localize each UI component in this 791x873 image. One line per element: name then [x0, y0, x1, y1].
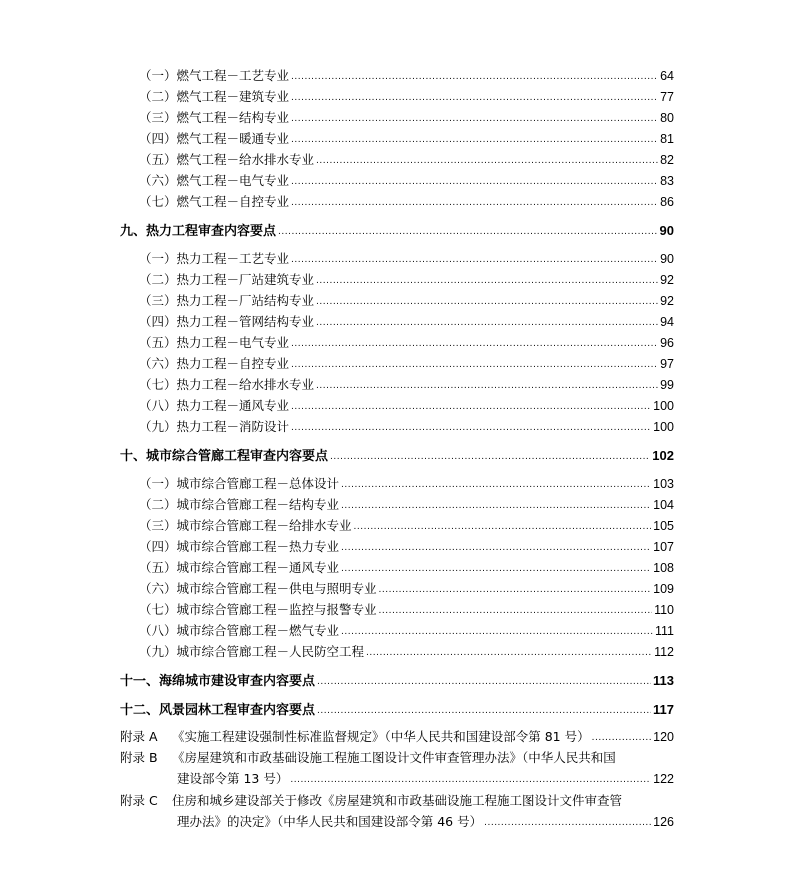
toc-appendix-a[interactable]	[120, 727, 674, 747]
toc-entry-label: （八）热力工程－通风专业	[139, 398, 290, 413]
dot-leader	[379, 581, 652, 594]
toc-page-number: 77	[660, 90, 674, 104]
toc-page-number: 113	[653, 673, 674, 688]
toc-page-number: 122	[653, 772, 674, 786]
toc-entry[interactable]	[139, 375, 674, 395]
toc-entry-label: （五）热力工程－电气专业	[139, 335, 290, 350]
toc-section-heading[interactable]	[120, 699, 674, 721]
toc-entry-label: （一）城市综合管廊工程－总体设计	[139, 476, 340, 491]
dot-leader	[317, 701, 651, 714]
toc-entry[interactable]	[139, 108, 674, 128]
dot-leader	[341, 497, 651, 510]
toc-entry[interactable]	[139, 579, 674, 599]
dot-leader	[291, 89, 658, 102]
dot-leader	[291, 173, 658, 186]
toc-entry[interactable]	[139, 291, 674, 311]
toc-section-heading[interactable]	[120, 445, 674, 467]
toc-entry[interactable]	[139, 249, 674, 269]
dot-leader	[341, 560, 651, 573]
toc-entry-label: （六）热力工程－自控专业	[139, 356, 290, 371]
appendix-tag: 附录 C	[120, 793, 158, 808]
toc-entry-label: （三）燃气工程－结构专业	[139, 110, 290, 125]
toc-section-label: 十、城市综合管廊工程审查内容要点	[120, 449, 329, 464]
toc-entry[interactable]	[139, 87, 674, 107]
toc-entry[interactable]	[139, 516, 674, 536]
appendix-tag: 附录 A	[120, 729, 158, 744]
toc-page-number: 86	[660, 195, 674, 209]
dot-leader	[316, 272, 658, 285]
toc-entry[interactable]	[139, 66, 674, 86]
toc-section-heading[interactable]	[120, 220, 674, 242]
dot-leader	[291, 251, 658, 264]
toc-page-number: 111	[654, 624, 674, 638]
toc-entry-label: （四）城市综合管廊工程－热力专业	[139, 539, 340, 554]
dot-leader	[316, 293, 658, 306]
toc-page-number: 92	[660, 294, 674, 308]
toc-entry-label: （三）热力工程－厂站结构专业	[139, 293, 315, 308]
toc-entry[interactable]	[139, 558, 674, 578]
toc-entry[interactable]	[139, 270, 674, 290]
dot-leader	[290, 771, 651, 784]
appendix-label-continued: 建设部令第 13 号）	[177, 771, 289, 786]
dot-leader	[354, 518, 652, 531]
toc-entry-label: （三）城市综合管廊工程－给排水专业	[139, 518, 352, 533]
toc-appendix-c-continued[interactable]	[177, 812, 674, 832]
appendix-label-continued: 理办法》的决定》（中华人民共和国建设部令第 46 号）	[177, 814, 483, 829]
dot-leader	[291, 398, 651, 411]
toc-page-number: 102	[652, 448, 674, 463]
toc-page-number: 90	[659, 223, 674, 238]
toc-page-number: 110	[654, 603, 674, 617]
toc-page-number: 97	[660, 357, 674, 371]
toc-entry-label: （一）燃气工程－工艺专业	[139, 68, 290, 83]
toc-entry-label: （七）热力工程－给水排水专业	[139, 377, 315, 392]
appendix-label: 住房和城乡建设部关于修改《房屋建筑和市政基础设施工程施工图设计文件审查管	[172, 793, 623, 808]
toc-entry[interactable]	[139, 642, 674, 662]
toc-entry[interactable]	[139, 171, 674, 191]
toc-entry-label: （九）城市综合管廊工程－人民防空工程	[139, 644, 365, 659]
toc-page-number: 94	[660, 315, 674, 329]
dot-leader	[316, 152, 658, 165]
appendix-label: 《实施工程建设强制性标准监督规定》（中华人民共和国建设部令第 81 号）	[172, 729, 590, 744]
toc-page-number: 117	[653, 702, 674, 717]
toc-page-number: 83	[660, 174, 674, 188]
toc-entry-label: （五）城市综合管廊工程－通风专业	[139, 560, 340, 575]
toc-section-heading[interactable]	[120, 670, 674, 692]
toc-entry-label: （二）热力工程－厂站建筑专业	[139, 272, 315, 287]
toc-entry[interactable]	[139, 495, 674, 515]
toc-page-number: 99	[660, 378, 674, 392]
toc-entry[interactable]	[139, 621, 674, 641]
toc-entry-label: （九）热力工程－消防设计	[139, 419, 290, 434]
toc-entry[interactable]	[139, 417, 674, 437]
toc-page-number: 104	[653, 498, 674, 512]
toc-section-label: 十二、风景园林工程审查内容要点	[120, 703, 316, 718]
toc-entry[interactable]	[139, 192, 674, 212]
toc-appendix-c[interactable]	[120, 791, 674, 811]
dot-leader	[291, 356, 658, 369]
toc-entry[interactable]	[139, 600, 674, 620]
toc-entry-label: （六）燃气工程－电气专业	[139, 173, 290, 188]
toc-appendix-b-continued[interactable]	[177, 769, 674, 789]
toc-entry[interactable]	[139, 129, 674, 149]
toc-page-number: 64	[660, 69, 674, 83]
toc-page-number: 80	[660, 111, 674, 125]
dot-leader	[484, 814, 651, 827]
toc-page-number: 103	[653, 477, 674, 491]
dot-leader	[341, 623, 653, 636]
toc-section-label: 九、热力工程审查内容要点	[120, 224, 277, 239]
dot-leader	[278, 222, 658, 235]
dot-leader	[291, 68, 658, 81]
toc-entry-label: （二）燃气工程－建筑专业	[139, 89, 290, 104]
dot-leader	[316, 314, 658, 327]
toc-entry[interactable]	[139, 150, 674, 170]
appendix-tag: 附录 B	[120, 750, 158, 765]
toc-page-number: 96	[660, 336, 674, 350]
toc-entry[interactable]	[139, 333, 674, 353]
toc-page-number: 109	[653, 582, 674, 596]
toc-entry-label: （四）热力工程－管网结构专业	[139, 314, 315, 329]
toc-page-number: 82	[660, 153, 674, 167]
toc-entry-label: （五）燃气工程－给水排水专业	[139, 152, 315, 167]
toc-page-number: 120	[653, 730, 674, 744]
dot-leader	[592, 729, 652, 742]
toc-page-number: 105	[653, 519, 674, 533]
toc-entry-label: （七）燃气工程－自控专业	[139, 194, 290, 209]
toc-page-number: 81	[660, 132, 674, 146]
toc-page-number: 126	[653, 815, 674, 829]
toc-entry[interactable]	[139, 396, 674, 416]
dot-leader	[379, 602, 653, 615]
toc-page-number: 108	[653, 561, 674, 575]
toc-page-number: 107	[653, 540, 674, 554]
toc-entry-label: （四）燃气工程－暖通专业	[139, 131, 290, 146]
dot-leader	[291, 131, 658, 144]
toc-page-number: 100	[653, 420, 674, 434]
dot-leader	[291, 419, 651, 432]
toc-entry-label: （二）城市综合管廊工程－结构专业	[139, 497, 340, 512]
toc-appendix-b[interactable]	[120, 748, 674, 768]
toc-entry-label: （八）城市综合管廊工程－燃气专业	[139, 623, 340, 638]
toc-page-number: 100	[653, 399, 674, 413]
dot-leader	[317, 672, 651, 685]
toc-page-number: 112	[654, 645, 674, 659]
dot-leader	[341, 476, 651, 489]
toc-entry[interactable]	[139, 474, 674, 494]
dot-leader	[291, 110, 658, 123]
toc-entry[interactable]	[139, 537, 674, 557]
toc-page-number: 90	[660, 252, 674, 266]
dot-leader	[330, 447, 650, 460]
toc-entry-label: （一）热力工程－工艺专业	[139, 251, 290, 266]
dot-leader	[291, 335, 658, 348]
dot-leader	[341, 539, 651, 552]
appendix-label: 《房屋建筑和市政基础设施工程施工图设计文件审查管理办法》（中华人民共和国	[172, 750, 616, 765]
dot-leader	[366, 644, 652, 657]
toc-entry[interactable]	[139, 354, 674, 374]
toc-entry-label: （七）城市综合管廊工程－监控与报警专业	[139, 602, 377, 617]
toc-entry-label: （六）城市综合管廊工程－供电与照明专业	[139, 581, 377, 596]
toc-entry[interactable]	[139, 312, 674, 332]
toc-page-number: 92	[660, 273, 674, 287]
dot-leader	[316, 377, 658, 390]
dot-leader	[291, 194, 658, 207]
toc-section-label: 十一、海绵城市建设审查内容要点	[120, 674, 316, 689]
